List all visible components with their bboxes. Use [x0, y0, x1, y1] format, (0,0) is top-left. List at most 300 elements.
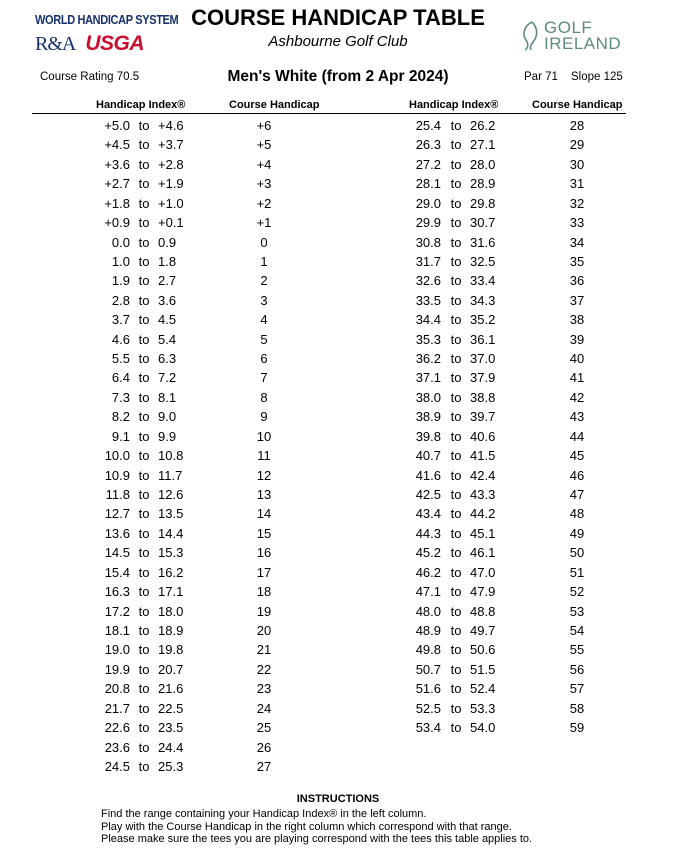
hi-to: +0.1 — [158, 215, 184, 231]
course-handicap: 9 — [260, 409, 268, 425]
to-word: to — [138, 622, 150, 638]
hi-to: +4.6 — [158, 118, 184, 133]
table-row — [0, 660, 676, 679]
to-word: to — [138, 603, 150, 619]
hi-from: 50.7 — [415, 661, 441, 677]
course-handicap: 13 — [256, 487, 272, 503]
course-handicap: 42 — [569, 389, 585, 405]
table-row — [0, 310, 676, 329]
table-row — [0, 757, 338, 776]
course-handicap: 36 — [569, 273, 585, 289]
golf-ireland-word-2: IRELAND — [544, 34, 622, 53]
hi-from: 47.1 — [415, 584, 441, 600]
hi-from: 38.9 — [415, 409, 441, 425]
table-row — [0, 368, 676, 387]
to-word: to — [450, 603, 462, 619]
course-handicap: +5 — [256, 137, 272, 153]
table-row — [0, 679, 676, 698]
hi-from: 42.5 — [415, 487, 441, 503]
course-handicap: 18 — [256, 584, 272, 600]
hi-to: 26.2 — [470, 118, 496, 133]
to-word: to — [138, 700, 150, 716]
to-word: to — [138, 506, 150, 522]
hi-from: 25.4 — [415, 118, 441, 133]
to-word: to — [138, 584, 150, 600]
hi-from: 20.8 — [104, 681, 130, 697]
hi-to: 35.2 — [470, 312, 496, 328]
to-word: to — [138, 681, 150, 697]
course-handicap: 56 — [569, 661, 585, 677]
hi-to: 5.4 — [158, 331, 177, 347]
hi-from: +0.9 — [104, 215, 130, 231]
to-word: to — [450, 564, 462, 580]
hi-from: +2.7 — [104, 176, 130, 192]
to-word: to — [450, 700, 462, 716]
course-handicap: +6 — [256, 118, 272, 133]
to-word: to — [450, 176, 462, 192]
table-row — [0, 563, 676, 582]
to-word: to — [450, 681, 462, 697]
course-handicap: 4 — [260, 312, 268, 328]
hi-to: 15.3 — [158, 545, 184, 561]
course-handicap: 35 — [569, 253, 585, 269]
hi-to: 37.9 — [470, 370, 496, 386]
course-handicap: 25 — [256, 720, 272, 736]
hi-to: 41.5 — [470, 448, 496, 464]
hi-from: 31.7 — [415, 253, 441, 269]
course-handicap: 2 — [260, 273, 268, 289]
to-word: to — [450, 351, 462, 367]
table-row — [0, 233, 676, 252]
hi-to: 16.2 — [158, 564, 184, 580]
hi-to: 1.8 — [158, 253, 177, 269]
to-word: to — [138, 389, 150, 405]
to-word: to — [450, 448, 462, 464]
to-word: to — [138, 487, 150, 503]
hi-from: 33.5 — [415, 292, 441, 308]
hi-to: 10.8 — [158, 448, 184, 464]
table-row — [0, 155, 676, 174]
course-handicap: 50 — [569, 545, 585, 561]
hi-to: 7.2 — [158, 370, 177, 386]
hi-to: 25.3 — [158, 758, 184, 774]
hi-from: +5.0 — [104, 118, 130, 133]
hi-to: 9.0 — [158, 409, 177, 425]
hi-to: 6.3 — [158, 351, 177, 367]
instructions-heading: INSTRUCTIONS — [296, 793, 380, 805]
course-handicap: +4 — [256, 156, 272, 172]
right-hi-header: Handicap Index® — [409, 99, 499, 111]
hi-to: 11.7 — [158, 467, 183, 483]
table-row — [0, 116, 676, 135]
table-row — [0, 213, 676, 232]
hi-from: 10.9 — [104, 467, 130, 483]
to-word: to — [450, 273, 462, 289]
table-row — [0, 446, 676, 465]
to-word: to — [138, 312, 150, 328]
table-row — [0, 174, 676, 193]
course-handicap: 17 — [256, 564, 272, 580]
hi-from: 53.4 — [415, 720, 441, 736]
to-word: to — [138, 331, 150, 347]
table-row — [0, 640, 676, 659]
to-word: to — [450, 389, 462, 405]
table-row — [0, 485, 676, 504]
course-handicap: 59 — [569, 720, 585, 736]
to-word: to — [450, 292, 462, 308]
hi-from: 17.2 — [104, 603, 130, 619]
hi-from: 34.4 — [415, 312, 441, 328]
to-word: to — [450, 506, 462, 522]
course-handicap: 10 — [256, 428, 272, 444]
hi-from: 29.0 — [415, 195, 441, 211]
hi-from: 24.5 — [104, 758, 130, 774]
hi-from: 11.8 — [105, 487, 130, 503]
to-word: to — [138, 273, 150, 289]
hi-from: 37.1 — [415, 370, 441, 386]
to-word: to — [138, 253, 150, 269]
table-row — [0, 291, 676, 310]
to-word: to — [450, 215, 462, 231]
to-word: to — [138, 292, 150, 308]
to-word: to — [450, 487, 462, 503]
course-handicap: 44 — [569, 428, 585, 444]
table-row — [0, 524, 676, 543]
hi-from: 40.7 — [415, 448, 441, 464]
to-word: to — [450, 409, 462, 425]
course-handicap: 1 — [260, 253, 268, 269]
table-row — [0, 388, 676, 407]
course-handicap: 29 — [569, 137, 585, 153]
instruction-line-3: Please make sure the tees you are playing correspond with the tees this table applies to. — [101, 833, 533, 845]
hi-to: +3.7 — [158, 137, 184, 153]
hi-from: 23.6 — [104, 739, 130, 755]
to-word: to — [138, 545, 150, 561]
hi-to: 51.5 — [470, 661, 496, 677]
hi-from: 2.8 — [111, 292, 130, 308]
golf-ireland-word-1: GOLF — [544, 18, 593, 37]
left-ch-header: Course Handicap — [229, 99, 320, 111]
hi-from: 35.3 — [415, 331, 441, 347]
course-handicap: 45 — [569, 448, 585, 464]
to-word: to — [450, 525, 462, 541]
hi-to: 14.4 — [158, 525, 184, 541]
to-word: to — [450, 331, 462, 347]
ra-logo: R&A — [35, 33, 76, 55]
course-handicap: 48 — [569, 506, 585, 522]
hi-from: 48.0 — [415, 603, 441, 619]
hi-to: 12.6 — [158, 487, 184, 503]
course-handicap: 22 — [256, 661, 272, 677]
hi-to: 0.9 — [158, 234, 177, 250]
to-word: to — [138, 137, 150, 153]
hi-to: 18.9 — [158, 622, 184, 638]
hi-from: 6.4 — [111, 370, 130, 386]
course-handicap: 54 — [569, 622, 585, 638]
course-handicap: 11 — [257, 448, 271, 464]
to-word: to — [138, 428, 150, 444]
course-handicap: 12 — [256, 467, 272, 483]
club-name: Ashbourne Golf Club — [268, 33, 408, 50]
course-handicap: +3 — [256, 176, 272, 192]
table-row — [0, 135, 676, 154]
hi-from: 8.2 — [111, 409, 130, 425]
to-word: to — [450, 467, 462, 483]
course-handicap: 57 — [569, 681, 585, 697]
course-handicap: 33 — [569, 215, 585, 231]
to-word: to — [138, 195, 150, 211]
table-row — [0, 349, 676, 368]
hi-to: 37.0 — [470, 351, 496, 367]
table-row — [0, 582, 676, 601]
table-row — [0, 621, 676, 640]
hi-from: 43.4 — [415, 506, 441, 522]
hi-from: 48.9 — [415, 622, 441, 638]
whs-logo-text: WORLD HANDICAP SYSTEM — [35, 13, 179, 27]
to-word: to — [138, 215, 150, 231]
to-word: to — [138, 118, 150, 133]
hi-from: 21.7 — [104, 700, 130, 716]
hi-to: 17.1 — [158, 584, 184, 600]
hi-to: 47.9 — [470, 584, 496, 600]
hi-from: 18.1 — [104, 622, 130, 638]
to-word: to — [138, 351, 150, 367]
hi-from: 12.7 — [104, 506, 130, 522]
hi-to: 34.3 — [470, 292, 496, 308]
table-row — [0, 271, 676, 290]
to-word: to — [138, 370, 150, 386]
hi-to: 30.7 — [470, 215, 496, 231]
to-word: to — [138, 661, 150, 677]
course-handicap: 47 — [569, 487, 585, 503]
course-handicap: 39 — [569, 331, 585, 347]
course-handicap: 0 — [260, 234, 268, 250]
to-word: to — [138, 564, 150, 580]
hi-from: 46.2 — [415, 564, 441, 580]
course-handicap: 58 — [569, 700, 585, 716]
hi-from: 13.6 — [104, 525, 130, 541]
table-row — [0, 194, 676, 213]
course-handicap: 31 — [569, 176, 585, 192]
hi-to: 22.5 — [158, 700, 184, 716]
hi-from: 32.6 — [415, 273, 441, 289]
hi-to: +2.8 — [158, 156, 184, 172]
course-handicap: 27 — [256, 758, 272, 774]
instruction-line-1: Find the range containing your Handicap Index® in the left column. — [101, 808, 427, 820]
table-row — [0, 738, 338, 757]
hi-from: 10.0 — [104, 448, 130, 464]
right-ch-header: Course Handicap — [532, 99, 623, 111]
hi-from: 52.5 — [415, 700, 441, 716]
hi-to: 18.0 — [158, 603, 184, 619]
table-row — [0, 718, 676, 737]
course-handicap: 43 — [569, 409, 585, 425]
course-handicap: 28 — [569, 118, 585, 133]
hi-to: 21.6 — [158, 681, 184, 697]
course-handicap: 40 — [569, 351, 585, 367]
hi-to: 40.6 — [470, 428, 496, 444]
hi-to: 19.8 — [158, 642, 184, 658]
hi-from: 16.3 — [104, 584, 130, 600]
hi-from: 41.6 — [415, 467, 441, 483]
to-word: to — [450, 661, 462, 677]
to-word: to — [138, 156, 150, 172]
hi-from: 39.8 — [415, 428, 441, 444]
course-handicap: 15 — [256, 525, 272, 541]
course-handicap: 32 — [569, 195, 585, 211]
hi-to: 28.0 — [470, 156, 496, 172]
hi-to: 52.4 — [470, 681, 496, 697]
hi-to: 33.4 — [470, 273, 496, 289]
tee-name: Men's White (from 2 Apr 2024) — [227, 68, 449, 85]
course-rating: Course Rating 70.5 — [40, 71, 140, 83]
to-word: to — [450, 156, 462, 172]
table-row — [0, 699, 676, 718]
hi-to: 27.1 — [470, 137, 496, 153]
hi-to: 8.1 — [158, 389, 177, 405]
hi-from: 0.0 — [111, 234, 130, 250]
hi-from: 51.6 — [415, 681, 441, 697]
course-handicap: 16 — [256, 545, 272, 561]
course-handicap: 37 — [569, 292, 585, 308]
instructions-text — [101, 808, 532, 846]
hi-to: 49.7 — [470, 622, 496, 638]
hi-from: 27.2 — [415, 156, 441, 172]
course-handicap: 30 — [569, 156, 585, 172]
to-word: to — [138, 525, 150, 541]
hi-to: 43.3 — [470, 487, 496, 503]
hi-to: 53.3 — [470, 700, 496, 716]
hi-to: 13.5 — [158, 506, 184, 522]
course-handicap: 46 — [569, 467, 585, 483]
hi-from: 22.6 — [104, 720, 130, 736]
course-handicap: 49 — [569, 525, 585, 541]
course-handicap: 41 — [569, 370, 585, 386]
course-handicap: 38 — [569, 312, 585, 328]
hi-to: 23.5 — [158, 720, 184, 736]
to-word: to — [450, 312, 462, 328]
table-row — [0, 504, 676, 523]
par-value: Par 71 — [524, 71, 558, 83]
hi-from: 49.8 — [415, 642, 441, 658]
hi-from: +3.6 — [104, 156, 130, 172]
to-word: to — [450, 720, 462, 736]
hi-to: +1.9 — [158, 176, 184, 192]
to-word: to — [450, 428, 462, 444]
to-word: to — [450, 137, 462, 153]
hi-from: 3.7 — [111, 312, 130, 328]
usga-logo: USGA — [85, 32, 145, 55]
to-word: to — [450, 195, 462, 211]
table-row — [0, 407, 676, 426]
course-handicap: 6 — [260, 351, 268, 367]
course-handicap: 55 — [569, 642, 585, 658]
course-handicap: 34 — [569, 234, 585, 250]
to-word: to — [450, 253, 462, 269]
hi-to: 44.2 — [470, 506, 496, 522]
course-handicap: 14 — [256, 506, 272, 522]
course-handicap: 24 — [256, 700, 272, 716]
table-row — [0, 330, 676, 349]
hi-to: 50.6 — [470, 642, 496, 658]
to-word: to — [138, 234, 150, 250]
course-handicap: +1 — [256, 215, 272, 231]
hi-to: 24.4 — [158, 739, 184, 755]
to-word: to — [138, 739, 150, 755]
table-row — [0, 466, 676, 485]
to-word: to — [138, 642, 150, 658]
course-handicap: 26 — [256, 739, 272, 755]
hi-to: 42.4 — [470, 467, 496, 483]
course-handicap: +2 — [256, 195, 272, 211]
table-row — [0, 252, 676, 271]
to-word: to — [450, 370, 462, 386]
slope-value: Slope 125 — [571, 71, 623, 83]
hi-from: 19.0 — [104, 642, 130, 658]
hi-from: 45.2 — [415, 545, 441, 561]
hi-from: 44.3 — [415, 525, 441, 541]
hi-from: 14.5 — [104, 545, 130, 561]
to-word: to — [138, 758, 150, 774]
page-title: COURSE HANDICAP TABLE — [191, 5, 485, 30]
hi-from: 4.6 — [111, 331, 130, 347]
hi-from: +4.5 — [104, 137, 130, 153]
hi-from: +1.8 — [104, 195, 130, 211]
hi-from: 5.5 — [111, 351, 130, 367]
hi-from: 29.9 — [415, 215, 441, 231]
instruction-line-2: Play with the Course Handicap in the right column which correspond with that range. — [101, 820, 512, 833]
hi-from: 38.0 — [415, 389, 441, 405]
hi-from: 9.1 — [111, 428, 130, 444]
hi-to: 38.8 — [470, 389, 496, 405]
to-word: to — [450, 118, 462, 133]
hi-from: 30.8 — [415, 234, 441, 250]
course-handicap: 7 — [260, 370, 268, 386]
hi-to: 9.9 — [158, 428, 177, 444]
left-hi-header: Handicap Index® — [96, 99, 186, 111]
hi-to: 20.7 — [158, 661, 184, 677]
hi-from: 19.9 — [104, 661, 130, 677]
to-word: to — [138, 409, 150, 425]
hi-to: 45.1 — [470, 525, 496, 541]
hi-from: 1.0 — [111, 253, 130, 269]
course-handicap: 23 — [256, 681, 272, 697]
course-handicap: 8 — [260, 389, 268, 405]
course-handicap: 20 — [256, 622, 272, 638]
to-word: to — [450, 545, 462, 561]
hi-from: 26.3 — [415, 137, 441, 153]
hi-from: 36.2 — [415, 351, 441, 367]
hi-to: 47.0 — [470, 564, 496, 580]
course-handicap: 21 — [256, 642, 272, 658]
course-handicap: 53 — [569, 603, 585, 619]
hi-from: 1.9 — [111, 273, 130, 289]
hi-to: 32.5 — [470, 253, 496, 269]
table-row — [0, 427, 676, 446]
to-word: to — [450, 642, 462, 658]
table-row — [0, 602, 676, 621]
to-word: to — [138, 448, 150, 464]
hi-to: 46.1 — [470, 545, 496, 561]
to-word: to — [138, 176, 150, 192]
course-handicap: 5 — [260, 331, 268, 347]
hi-to: 29.8 — [470, 195, 496, 211]
hi-to: 31.6 — [470, 234, 496, 250]
hi-to: 48.8 — [470, 603, 496, 619]
right-table — [0, 116, 676, 738]
header-rule — [32, 113, 626, 114]
to-word: to — [138, 467, 150, 483]
